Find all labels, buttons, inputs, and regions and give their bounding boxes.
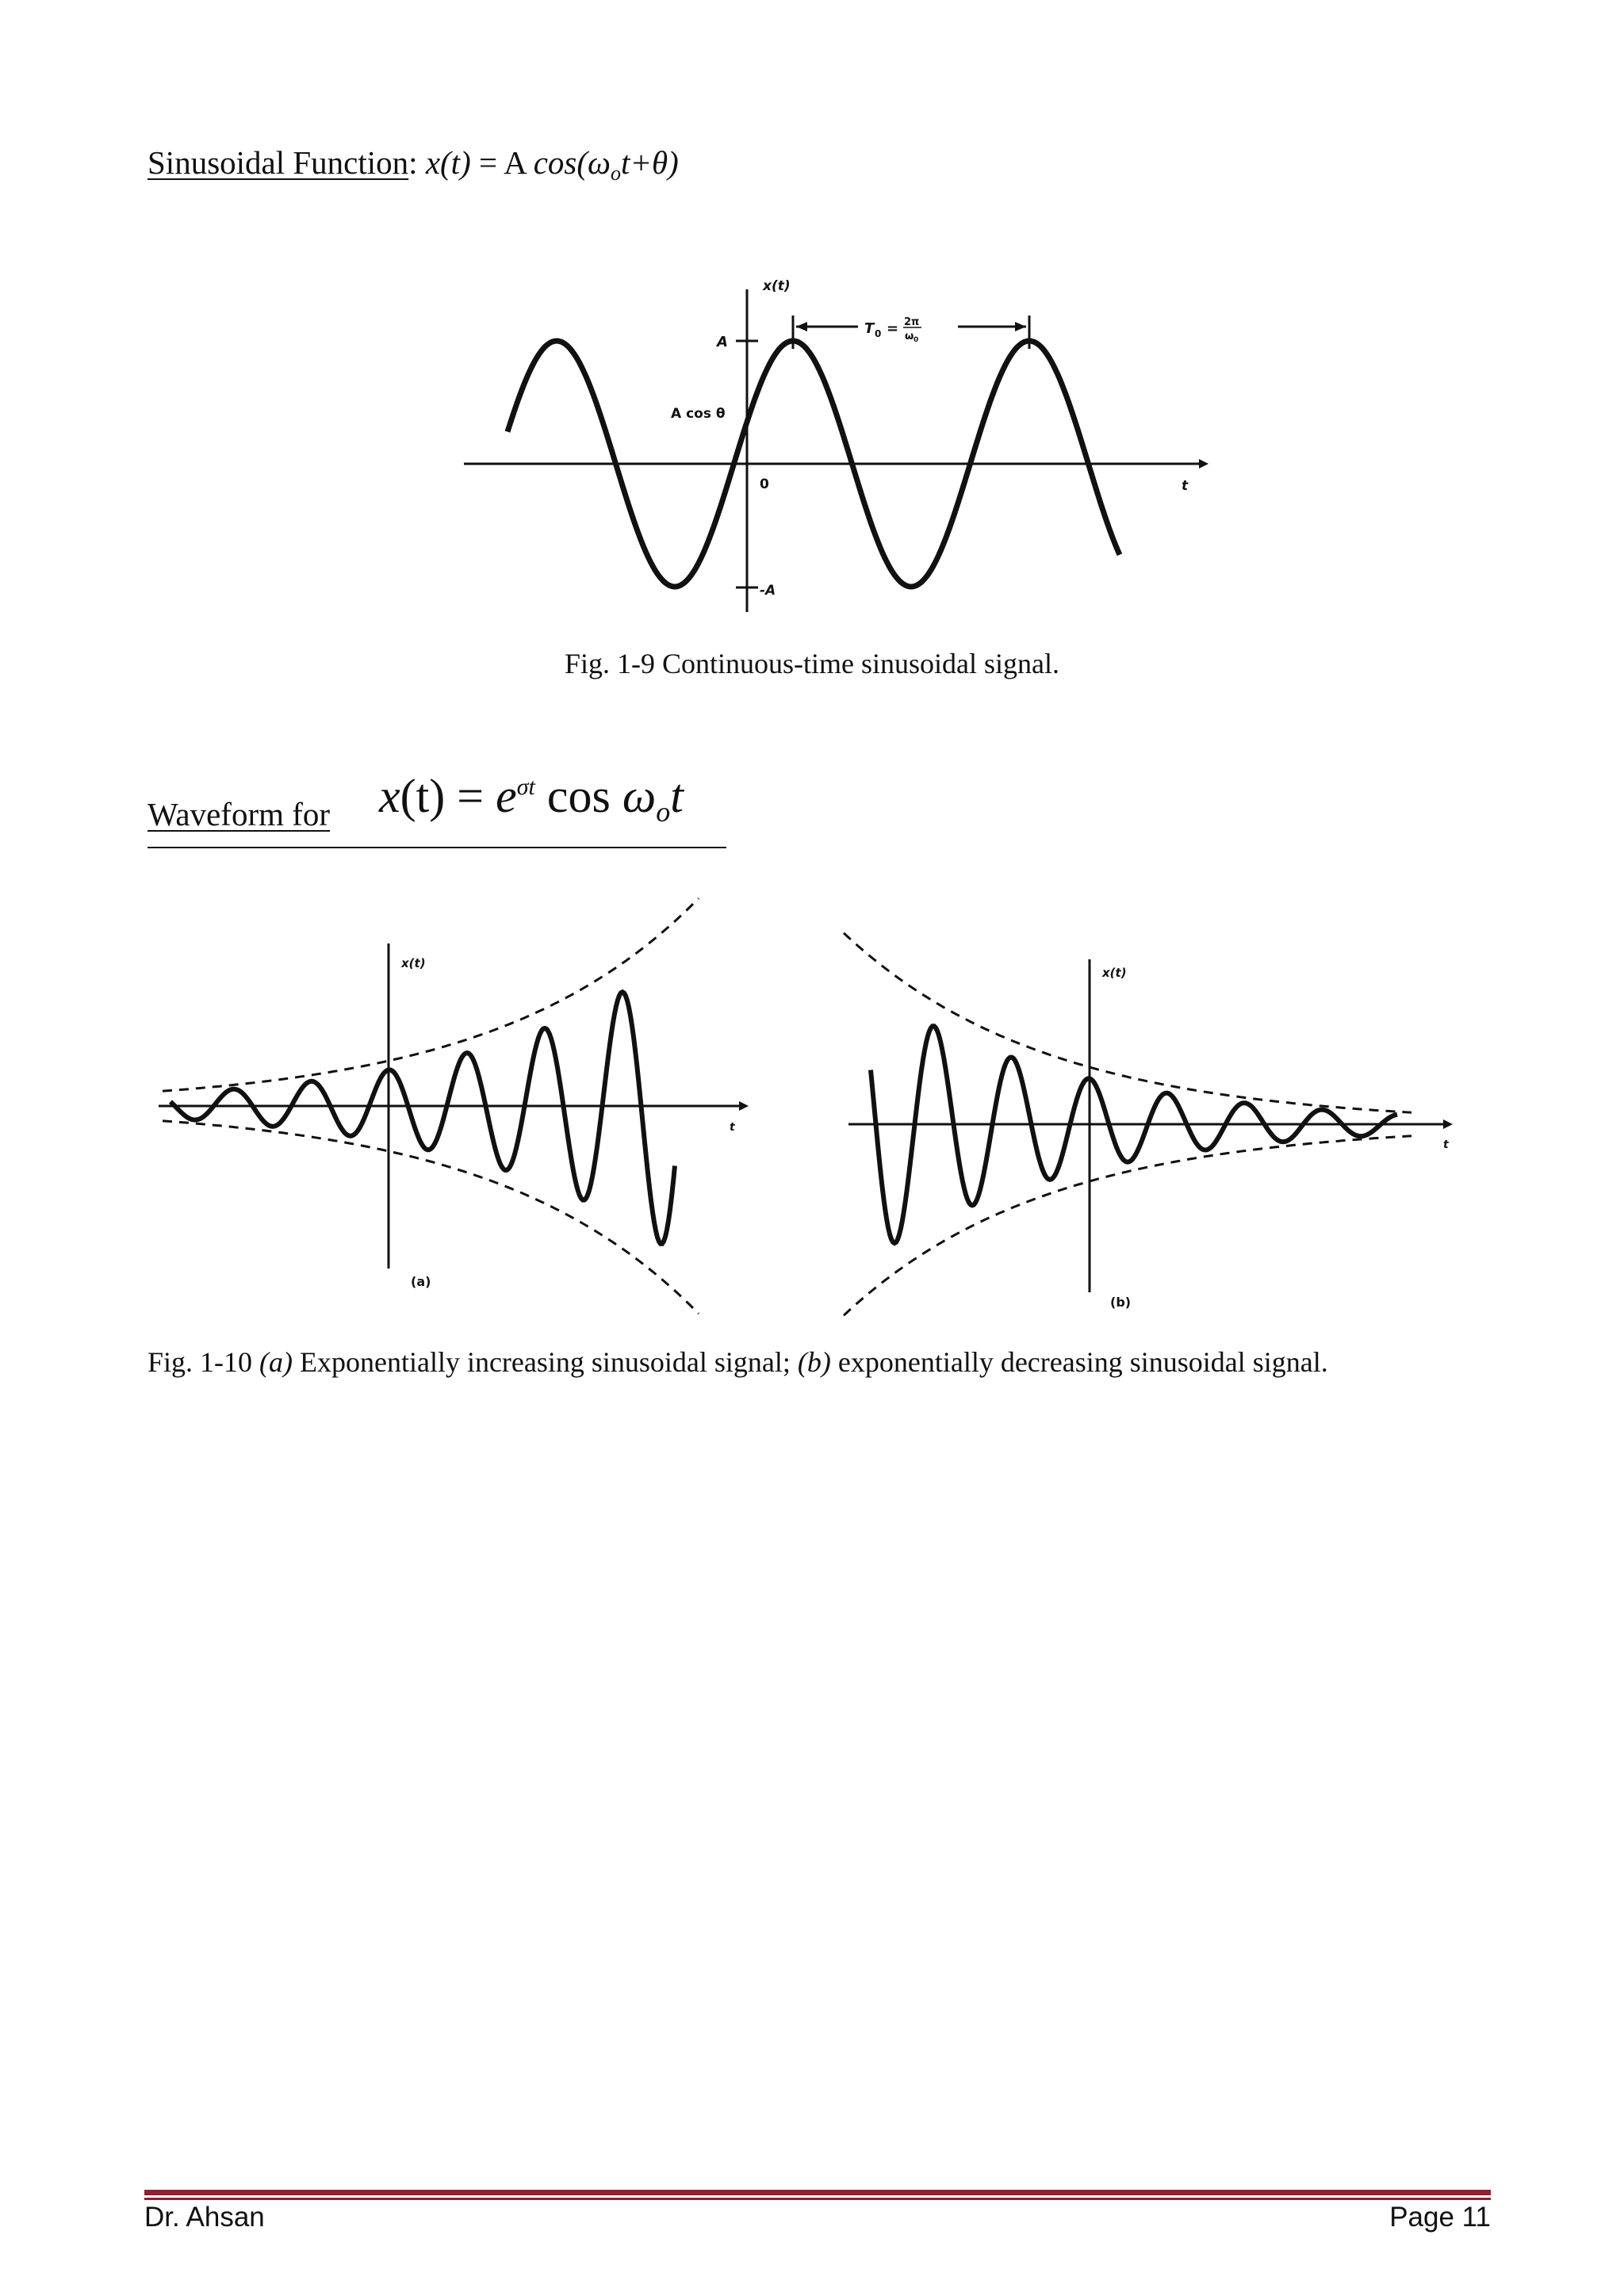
fig2a-panel-label: (a) [411, 1274, 431, 1289]
fig2a-growing-sinusoid [170, 992, 675, 1244]
fig2b-panel-label: (b) [1110, 1295, 1132, 1310]
fig2b-ylabel: x(t) [1102, 966, 1127, 980]
fig1-period-T: T [864, 320, 875, 337]
fig1-label-negA: -A [760, 583, 776, 599]
caption2-a: (a) [259, 1346, 293, 1378]
caption2-part3: exponentially decreasing sinusoidal signal. [830, 1346, 1328, 1378]
fig2a-ylabel: x(t) [401, 956, 426, 970]
fig1-period-num: 2π [904, 316, 920, 328]
fig2a-xlabel: t [730, 1121, 735, 1134]
section1-eq-cos: cos(ω [533, 144, 611, 181]
fig1-period-T-sub: 0 [875, 328, 882, 339]
fig2b-xlabel: t [1443, 1138, 1449, 1151]
footer-rule-thin [144, 2198, 1491, 2200]
fig1-period-eq: = [887, 320, 899, 337]
section2-label-text: Waveform for [147, 796, 331, 832]
section2-eq-paren: (t) = [400, 770, 496, 822]
fig1-label-Acos: A cos θ [671, 406, 726, 422]
fig1-xlabel: t [1182, 478, 1189, 494]
caption2-part1: Fig. 1-10 [147, 1346, 260, 1378]
fig2b-envelope-upper [844, 933, 1411, 1112]
footer-rule-thick [144, 2190, 1491, 2195]
section1-label: Sinusoidal Function [147, 144, 409, 181]
section1-eq-sub: o [610, 162, 621, 185]
fig2a-x-arrow [739, 1101, 749, 1111]
section1-colon: : [408, 144, 426, 181]
section2-eq-cos: cos [534, 770, 622, 822]
section1-eq-tail: t+θ) [620, 144, 679, 181]
footer-page-number: Page 11 [1389, 2202, 1491, 2233]
caption2-b: (b) [797, 1346, 831, 1378]
fig1-label-A: A [717, 334, 728, 350]
caption2-part2: Exponentially increasing sinusoidal signal; [293, 1346, 798, 1378]
fig2b-decaying-sinusoid [871, 1026, 1397, 1243]
fig1-ylabel: x(t) [763, 278, 791, 294]
section2-eq-e: e [496, 770, 517, 822]
section2-eq-t: t [670, 770, 684, 822]
section2-eq-x: x [379, 770, 400, 822]
section2-eq-omega: ω [622, 770, 657, 822]
fig1-period-den: ω [905, 331, 914, 342]
fig1-label-zero: 0 [760, 476, 769, 492]
fig1-period-den-sub: 0 [914, 336, 919, 344]
figure2-caption [147, 1337, 1488, 1387]
section1-eq-mid: = A [470, 144, 534, 181]
footer-author: Dr. Ahsan [144, 2202, 265, 2233]
section1-eq-lhs: x(t) [425, 144, 471, 181]
section2-eq-sup: σt [516, 774, 535, 800]
figure1-caption: Fig. 1-9 Continuous-time sinusoidal signal. [564, 648, 1059, 679]
fig2b-x-arrow [1443, 1119, 1453, 1129]
section2-eq-sub: o [656, 796, 671, 828]
